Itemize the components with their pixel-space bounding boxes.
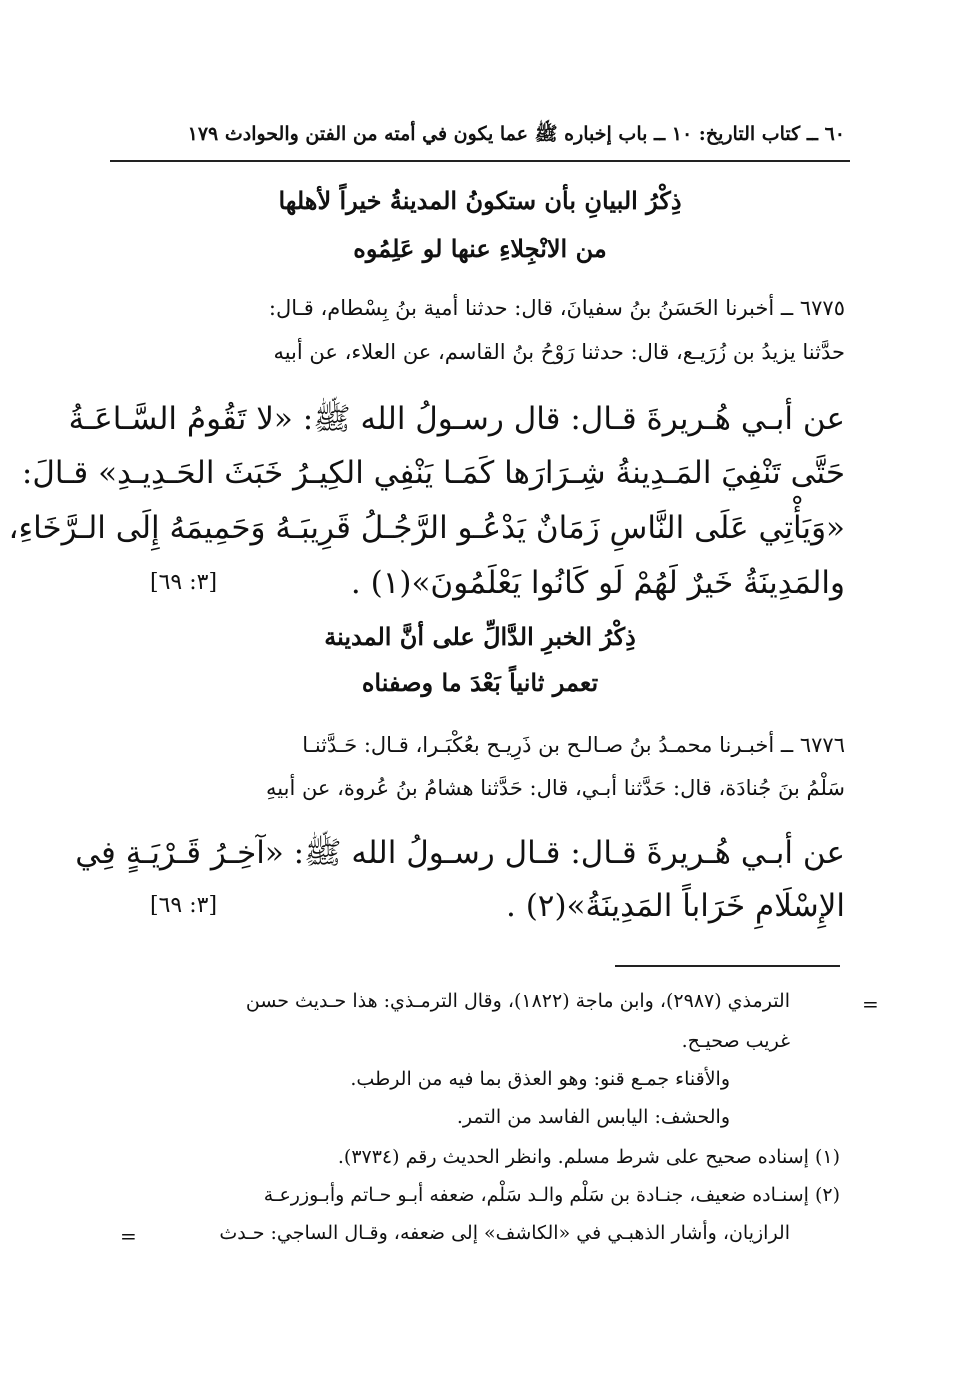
footnote-cont-line1: الترمذي (٢٩٨٧)، وابن ماجة (١٨٢٢)، وقال الترمـذي: هذا حـديث حسن: [245, 990, 790, 1012]
header-rule: [110, 160, 850, 162]
hadith2-matn-line2: الإِسْلَامِ خَرَاباً المَدِينَةُ»(٢) .: [505, 888, 845, 924]
hadith1-isnad-line1: ٦٧٧٥ ــ أخبرنا الحَسَنُ بنُ سفيانَ، قال: حدثنا أمية بنُ بِسْطام، قـال:: [268, 296, 845, 320]
hadith1-matn-line3: «وَيَأْتِي عَلَى النَّاسِ زَمَانٌ يَدْعُـو الرَّجُـلُ قَرِيبَـهُ وَحَمِيمَهُ إِلَى الـرَّخَاءِ،: [8, 510, 845, 546]
section1-title-line2: من الانْجِلاءِ عنها لو عَلِمُوه: [353, 234, 607, 263]
page-header: ٦٠ ــ كتاب التاريخ: ١٠ ــ باب إخباره ﷺ عما يكون في أمته من الفتن والحوادث ١٧٩: [187, 123, 845, 145]
section2-title-line2: تعمر ثانياً بَعْدَ ما وصفناه: [361, 668, 599, 697]
footnote-1: (١) إسناده صحيح على شرط مسلم. وانظر الحديث رقم (٣٧٣٤).: [337, 1146, 840, 1168]
hadith1-matn-line4: والمَدِينَةُ خَيرٌ لَهُمْ لَو كَانُوا يَعْلَمُونَ»(١) .: [350, 565, 845, 601]
hadith1-matn-line1: عن أبـي هُـريرةَ قـال: قال رسـولُ الله ﷺ: «لا تَقُومُ السَّـاعَـةُ: [68, 401, 845, 437]
footnote-cont-line2: غريب صحيـح.: [681, 1030, 790, 1052]
footnote-cont-line3: والأقناء جمـع قنو: وهو العذق بما فيه من الرطب.: [350, 1068, 730, 1090]
hadith2-matn-line1: عن أبـي هُـريرةَ قـال: قـال رسـولُ الله ﷺ: «آخِـرُ قَـرْيَـةٍ فِي: [75, 835, 845, 871]
hadith2-isnad-line2: سَلْمُ بنَ جُنادَة، قال: حَدَّثنا أبـي، قال: حَدَّثنا هشامُ بنُ عُروة، عن أبيهِ: [266, 776, 845, 800]
footnote-cont-line4: والحشف: اليابس الفاسد من التمر.: [456, 1106, 730, 1128]
footnote-rule: [615, 965, 840, 967]
section2-title-line1: ذِكْرُ الخبرِ الدَّالِّ على أنَّ المدينة: [324, 622, 636, 651]
footnote-2-line1: (٢) إسنـاده ضعيف، جنـادة بن سَلْم والـد سَلْم، ضعفه أبـو حـاتم وأبـوزرعـة: [263, 1184, 840, 1206]
hadith1-reference: [٣: ٦٩]: [150, 570, 218, 595]
continuation-end-mark: =: [120, 1224, 137, 1248]
footnote-2-line2: الرازيان، وأشار الذهبـي في «الكاشف» إلى ضعفه، وقـال الساجي: حـدث: [219, 1222, 790, 1244]
hadith2-reference: [٣: ٦٩]: [150, 893, 218, 918]
continuation-mark: =: [862, 992, 879, 1016]
hadith1-matn-line2: حَتَّى تَنْفِيَ المَـدِينةُ شِـرَارَها كَمَـا يَنْفِي الكِيـرُ خَبَثَ الحَـدِيـدِ» قـالَ:: [21, 455, 845, 491]
section1-title-line1: ذِكْرُ البيانِ بأن ستكونُ المدينةُ خيراً لأهلها: [278, 186, 682, 215]
hadith1-isnad-line2: حدَّثنا يزيدُ بن زُرَيـع، قال: حدثنا رَوْحُ بنُ القاسم، عن العلاء، عن أبيه: [273, 340, 845, 364]
hadith2-isnad-line1: ٦٧٧٦ ــ أخبـرنا محمـدُ بنُ صـالـح بن ذَرِيـح بعُكْبَـرا، قـال: حَـدَّثنـا: [302, 733, 845, 757]
